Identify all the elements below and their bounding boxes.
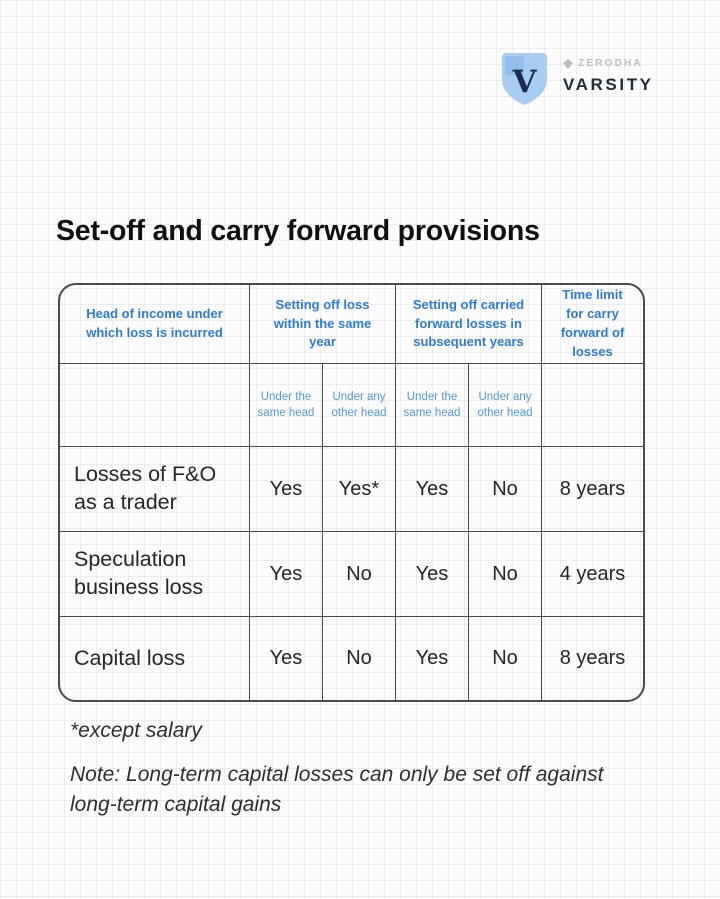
- row-label-fo-losses: Losses of F&O as a trader: [60, 447, 250, 532]
- col-header-time-limit: Time limit for carry forward of losses: [542, 285, 643, 364]
- svg-text:V: V: [512, 64, 537, 100]
- cap-same-head-subsequent: Yes: [396, 617, 469, 700]
- provisions-table: [58, 283, 645, 702]
- fo-same-head-same-year: Yes: [250, 447, 323, 532]
- page-title: Set-off and carry forward provisions: [56, 215, 540, 247]
- footnote-except-salary: *except salary: [70, 719, 202, 742]
- col-header-head-of-income: Head of income under which loss is incurred: [60, 285, 250, 364]
- spec-other-head-same-year: No: [323, 532, 396, 617]
- cap-other-head-subsequent: No: [469, 617, 542, 700]
- subheader-empty-left: [60, 364, 250, 447]
- zerodha-kite-icon: [563, 59, 573, 69]
- spec-same-head-same-year: Yes: [250, 532, 323, 617]
- cap-same-head-same-year: Yes: [250, 617, 323, 700]
- col-header-setoff-carried-forward: Setting off carried forward losses in subsequent years: [396, 285, 542, 364]
- subheader-other-head-1: Under any other head: [323, 364, 396, 447]
- varsity-shield-icon: [501, 52, 548, 106]
- logo-text-block: [563, 52, 654, 95]
- varsity-logo: [501, 52, 654, 106]
- cap-time-limit: 8 years: [559, 647, 626, 669]
- fo-time-limit: 8 years: [542, 447, 643, 532]
- row-label-speculation-loss: Speculation business loss: [60, 532, 250, 617]
- fo-other-head-same-year: Yes*: [323, 447, 396, 532]
- fo-other-head-subsequent: No: [469, 447, 542, 532]
- subheader-same-head-1: Under the same head: [250, 364, 323, 447]
- col-header-setoff-same-year: Setting off loss within the same year: [250, 285, 396, 364]
- subheader-other-head-2: Under any other head: [469, 364, 542, 447]
- spec-time-limit: 4 years: [542, 532, 643, 617]
- cap-other-head-same-year: No: [323, 617, 396, 700]
- fo-same-head-subsequent: Yes: [396, 447, 469, 532]
- spec-same-head-subsequent: Yes: [396, 532, 469, 617]
- brand-name: ZERODHA: [578, 58, 643, 69]
- product-name: VARSITY: [563, 75, 654, 94]
- footnote-long-term-note: Note: Long-term capital losses can only be set off against long-term capital gains: [70, 763, 604, 816]
- spec-other-head-subsequent: No: [469, 532, 542, 617]
- subheader-empty-right: [542, 364, 643, 447]
- subheader-same-head-2: Under the same head: [396, 364, 469, 447]
- row-label-capital-loss: Capital loss: [60, 617, 250, 700]
